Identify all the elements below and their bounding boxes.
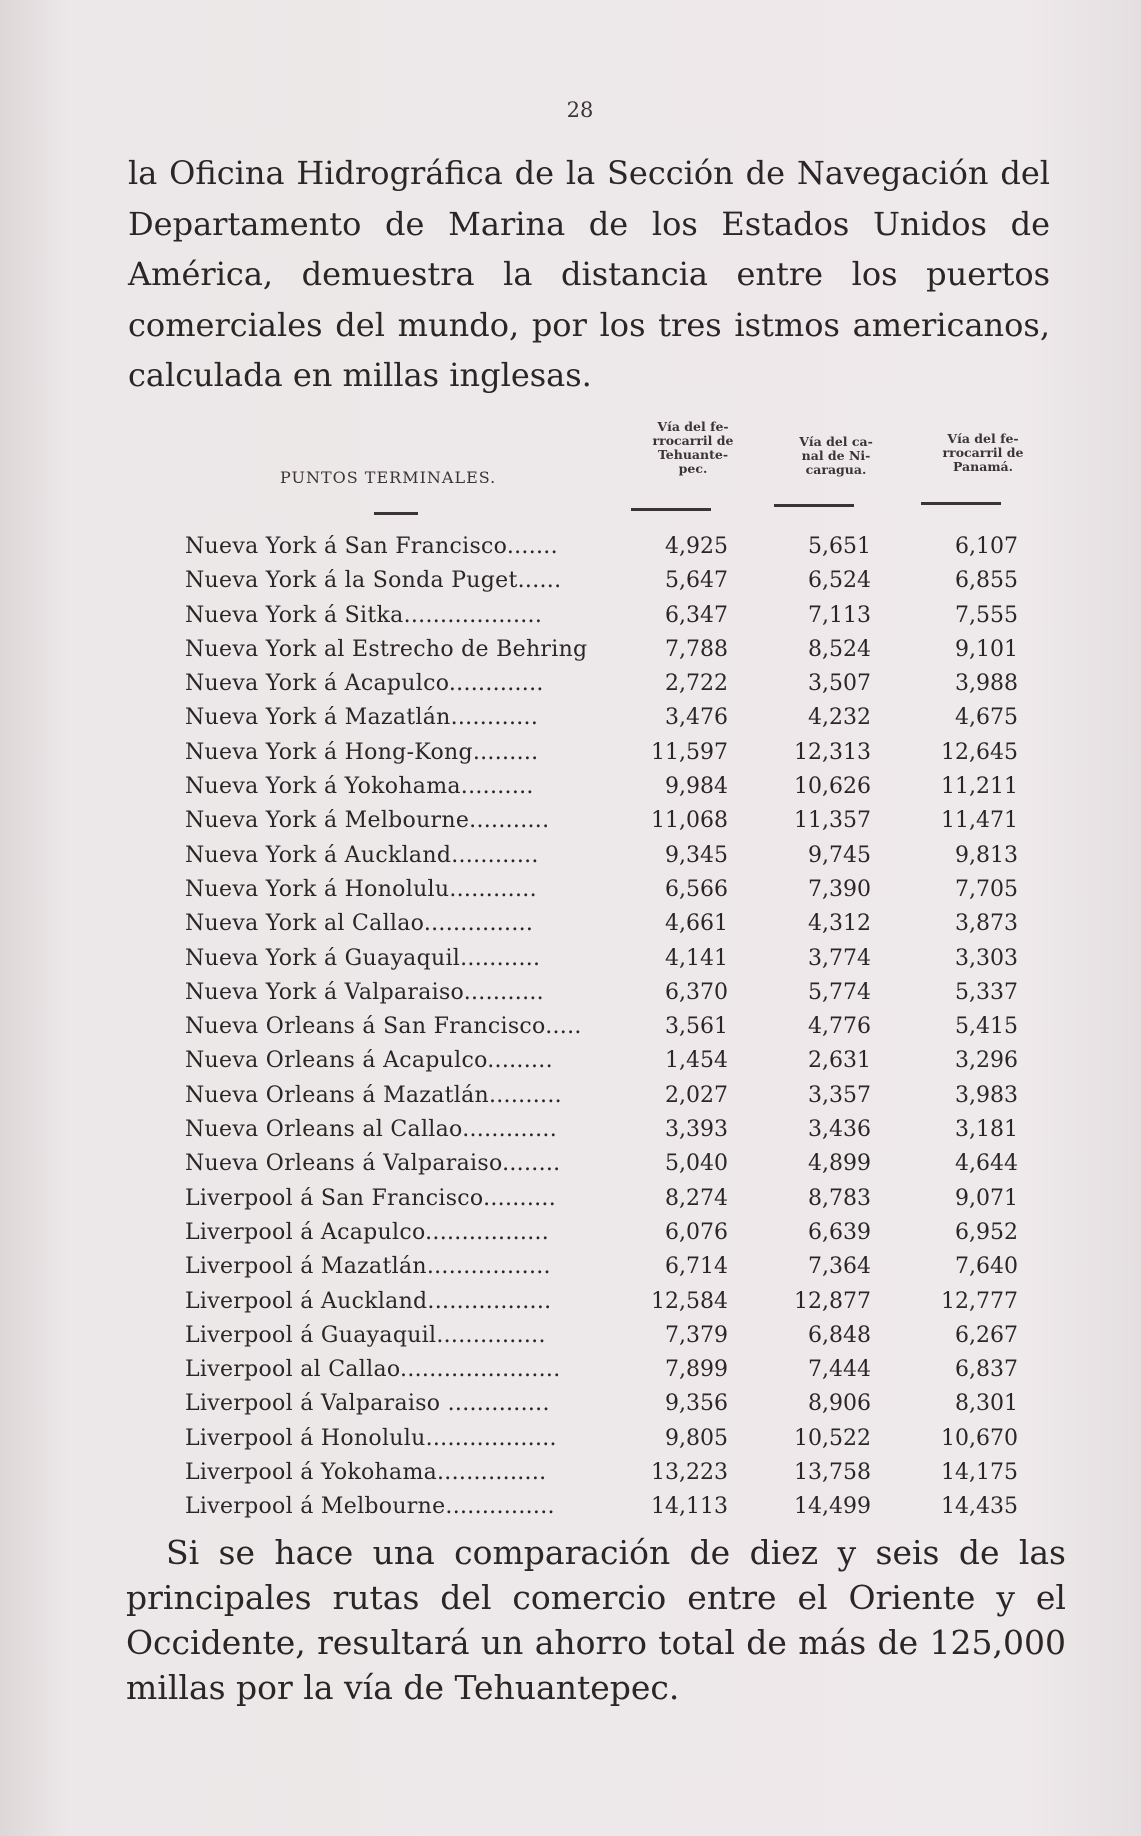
route-name: Nueva York al Estrecho de Behring: [185, 636, 588, 662]
distance-panama: 14,175: [941, 1460, 1018, 1486]
table-body: [128, 530, 1028, 1525]
route-name: Nueva Orleans á San Francisco.....: [185, 1014, 582, 1040]
table-row: [128, 1422, 1028, 1456]
distance-panama: 3,983: [955, 1082, 1018, 1108]
intro-paragraph: la Oficina Hidrográfica de la Sección de Navegación del Departamento de Marina de los Estados Unidos de América, demuestra la distancia entre los puertos comerciales del mundo, por los tres istmos americanos, calculada en millas inglesas.: [128, 154, 1050, 394]
distance-nicaragua: 3,436: [808, 1117, 871, 1143]
distance-tehuantepec: 6,347: [665, 602, 728, 628]
distance-panama: 9,071: [955, 1185, 1018, 1211]
distance-panama: 12,645: [941, 739, 1018, 765]
distance-nicaragua: 13,758: [794, 1460, 871, 1486]
table-row: [128, 633, 1028, 667]
distance-panama: 4,675: [955, 705, 1018, 731]
distance-panama: 6,267: [955, 1322, 1018, 1348]
header-rule: [631, 508, 711, 511]
table-row: [128, 1387, 1028, 1421]
table-row: [128, 907, 1028, 941]
route-name: Nueva York á San Francisco.......: [185, 534, 558, 559]
distance-panama: 9,813: [955, 842, 1018, 868]
route-name: Nueva Orleans á Mazatlán..........: [185, 1082, 562, 1108]
table-row: [128, 599, 1028, 633]
distance-panama: 4,644: [955, 1151, 1018, 1177]
distance-tehuantepec: 1,454: [665, 1048, 728, 1074]
distance-tehuantepec: 6,076: [665, 1219, 728, 1245]
distance-nicaragua: 12,313: [794, 739, 871, 765]
distance-tehuantepec: 6,370: [665, 979, 728, 1005]
distance-tehuantepec: 6,566: [665, 876, 728, 902]
table-row: [128, 1010, 1028, 1044]
header-rule: [374, 512, 418, 515]
distance-nicaragua: 4,899: [808, 1151, 871, 1177]
table-row: [128, 839, 1028, 873]
table-row: [128, 1490, 1028, 1524]
distance-nicaragua: 7,113: [808, 602, 871, 628]
distance-nicaragua: 11,357: [794, 808, 871, 834]
distance-panama: 10,670: [941, 1425, 1018, 1451]
distance-nicaragua: 4,312: [808, 911, 871, 937]
table-row: [128, 1319, 1028, 1353]
distance-nicaragua: 3,357: [808, 1082, 871, 1108]
route-name: Liverpool á Acapulco.................: [185, 1219, 550, 1245]
distance-tehuantepec: 4,661: [665, 911, 728, 937]
distance-panama: 11,211: [941, 774, 1018, 800]
distance-nicaragua: 14,499: [794, 1494, 871, 1520]
distance-panama: 14,435: [941, 1494, 1018, 1520]
distance-panama: 5,337: [955, 979, 1018, 1005]
distance-panama: 6,952: [955, 1219, 1018, 1245]
distance-tehuantepec: 7,899: [665, 1357, 728, 1383]
route-name: Liverpool á Honolulu..................: [185, 1425, 557, 1451]
distance-panama: 6,107: [955, 534, 1018, 559]
header-rule: [774, 504, 854, 507]
distance-nicaragua: 12,877: [794, 1288, 871, 1314]
distance-nicaragua: 10,626: [794, 774, 871, 800]
distance-nicaragua: 8,906: [808, 1391, 871, 1417]
distance-tehuantepec: 8,274: [665, 1185, 728, 1211]
table-row: [128, 1113, 1028, 1147]
distance-tehuantepec: 7,379: [665, 1322, 728, 1348]
route-name: Nueva Orleans á Acapulco.........: [185, 1048, 553, 1074]
distance-tehuantepec: 5,040: [665, 1151, 728, 1177]
table-row: [128, 1216, 1028, 1250]
distance-panama: 3,303: [955, 945, 1018, 971]
distance-nicaragua: 5,651: [808, 534, 871, 559]
table-row: [128, 1456, 1028, 1490]
route-name: Liverpool á Mazatlán.................: [185, 1254, 551, 1280]
distance-panama: 3,988: [955, 671, 1018, 697]
distance-nicaragua: 4,776: [808, 1014, 871, 1040]
table-row: [128, 667, 1028, 701]
route-name: Nueva Orleans á Valparaiso........: [185, 1151, 561, 1177]
route-name: Liverpool á San Francisco..........: [185, 1185, 556, 1211]
closing-paragraph: Si se hace una comparación de diez y seis de las principales rutas del comercio entre el Oriente y el Occidente, resultará un ahorro total de más de 125,000 millas por la vía de Tehuantepec.: [126, 1533, 1066, 1707]
route-name: Nueva York á Hong-Kong.........: [185, 739, 539, 765]
route-name: Nueva York á Sitka...................: [185, 602, 543, 628]
route-name: Nueva York á la Sonda Puget......: [185, 568, 562, 594]
table-row: [128, 1044, 1028, 1078]
distance-tehuantepec: 12,584: [651, 1288, 728, 1314]
distance-nicaragua: 6,639: [808, 1219, 871, 1245]
table-row: [128, 1250, 1028, 1284]
distance-nicaragua: 5,774: [808, 979, 871, 1005]
distance-nicaragua: 8,524: [808, 636, 871, 662]
table-row: [128, 1147, 1028, 1181]
distance-tehuantepec: 5,647: [665, 568, 728, 594]
distance-tehuantepec: 6,714: [665, 1254, 728, 1280]
distance-nicaragua: 7,364: [808, 1254, 871, 1280]
route-name: Liverpool á Auckland.................: [185, 1288, 552, 1314]
route-name: Nueva Orleans al Callao.............: [185, 1117, 558, 1143]
distance-nicaragua: 6,848: [808, 1322, 871, 1348]
table-row: [128, 1079, 1028, 1113]
distance-panama: 9,101: [955, 636, 1018, 662]
distance-nicaragua: 2,631: [808, 1048, 871, 1074]
distance-panama: 7,640: [955, 1254, 1018, 1280]
distance-nicaragua: 3,774: [808, 945, 871, 971]
page-number: 28: [566, 98, 594, 122]
route-name: Liverpool á Valparaiso ..............: [185, 1391, 550, 1417]
distance-table: [128, 420, 1028, 1525]
header-rule: [921, 502, 1001, 505]
route-name: Nueva York á Guayaquil...........: [185, 945, 541, 971]
distance-panama: 7,555: [955, 602, 1018, 628]
route-name: Liverpool á Guayaquil...............: [185, 1322, 546, 1348]
distance-panama: 8,301: [955, 1391, 1018, 1417]
distance-tehuantepec: 4,141: [665, 945, 728, 971]
table-row: [128, 804, 1028, 838]
column-header-terminal-points: PUNTOS TERMINALES.: [280, 468, 497, 487]
table-row: [128, 1353, 1028, 1387]
distance-tehuantepec: 4,925: [665, 534, 728, 559]
route-name: Liverpool á Yokohama...............: [185, 1460, 547, 1486]
table-row: [128, 770, 1028, 804]
distance-nicaragua: 7,390: [808, 876, 871, 902]
table-row: [128, 564, 1028, 598]
distance-tehuantepec: 11,068: [651, 808, 728, 834]
distance-nicaragua: 6,524: [808, 568, 871, 594]
table-row: [128, 530, 1028, 564]
distance-nicaragua: 4,232: [808, 705, 871, 731]
route-name: Nueva York á Melbourne...........: [185, 808, 550, 834]
route-name: Nueva York á Auckland............: [185, 842, 539, 868]
route-name: Nueva York á Acapulco.............: [185, 671, 544, 697]
distance-nicaragua: 10,522: [794, 1425, 871, 1451]
table-row: [128, 736, 1028, 770]
distance-nicaragua: 3,507: [808, 671, 871, 697]
distance-tehuantepec: 3,476: [665, 705, 728, 731]
distance-nicaragua: 9,745: [808, 842, 871, 868]
distance-nicaragua: 7,444: [808, 1357, 871, 1383]
distance-tehuantepec: 14,113: [651, 1494, 728, 1520]
distance-tehuantepec: 9,345: [665, 842, 728, 868]
distance-panama: 12,777: [941, 1288, 1018, 1314]
route-name: Nueva York á Honolulu............: [185, 876, 537, 902]
distance-tehuantepec: 9,805: [665, 1425, 728, 1451]
distance-nicaragua: 8,783: [808, 1185, 871, 1211]
table-row: [128, 942, 1028, 976]
route-name: Nueva York á Valparaiso...........: [185, 979, 544, 1005]
table-row: [128, 873, 1028, 907]
route-name: Liverpool á Melbourne...............: [185, 1494, 555, 1520]
distance-tehuantepec: 2,722: [665, 671, 728, 697]
table-row: [128, 1182, 1028, 1216]
distance-panama: 3,296: [955, 1048, 1018, 1074]
table-row: [128, 1285, 1028, 1319]
column-header-panama: Vía del fe- rrocarril de Panamá.: [942, 431, 1024, 474]
distance-panama: 5,415: [955, 1014, 1018, 1040]
distance-tehuantepec: 13,223: [651, 1460, 728, 1486]
table-row: [128, 701, 1028, 735]
route-name: Liverpool al Callao......................: [185, 1357, 561, 1383]
distance-panama: 3,181: [955, 1117, 1018, 1143]
table-row: [128, 976, 1028, 1010]
distance-panama: 7,705: [955, 876, 1018, 902]
distance-tehuantepec: 11,597: [651, 739, 728, 765]
route-name: Nueva York al Callao...............: [185, 911, 534, 937]
distance-tehuantepec: 2,027: [665, 1082, 728, 1108]
route-name: Nueva York á Mazatlán............: [185, 705, 539, 731]
distance-tehuantepec: 3,561: [665, 1014, 728, 1040]
distance-panama: 6,837: [955, 1357, 1018, 1383]
distance-tehuantepec: 9,356: [665, 1391, 728, 1417]
distance-panama: 3,873: [955, 911, 1018, 937]
distance-tehuantepec: 3,393: [665, 1117, 728, 1143]
distance-tehuantepec: 9,984: [665, 774, 728, 800]
distance-panama: 6,855: [955, 568, 1018, 594]
table-header: [128, 420, 1028, 530]
column-header-nicaragua: Vía del ca- nal de Ni- caragua.: [799, 434, 873, 477]
distance-panama: 11,471: [941, 808, 1018, 834]
column-header-tehuantepec: Vía del fe- rrocarril de Tehuante- pec.: [652, 419, 734, 476]
distance-tehuantepec: 7,788: [665, 636, 728, 662]
route-name: Nueva York á Yokohama..........: [185, 774, 534, 800]
